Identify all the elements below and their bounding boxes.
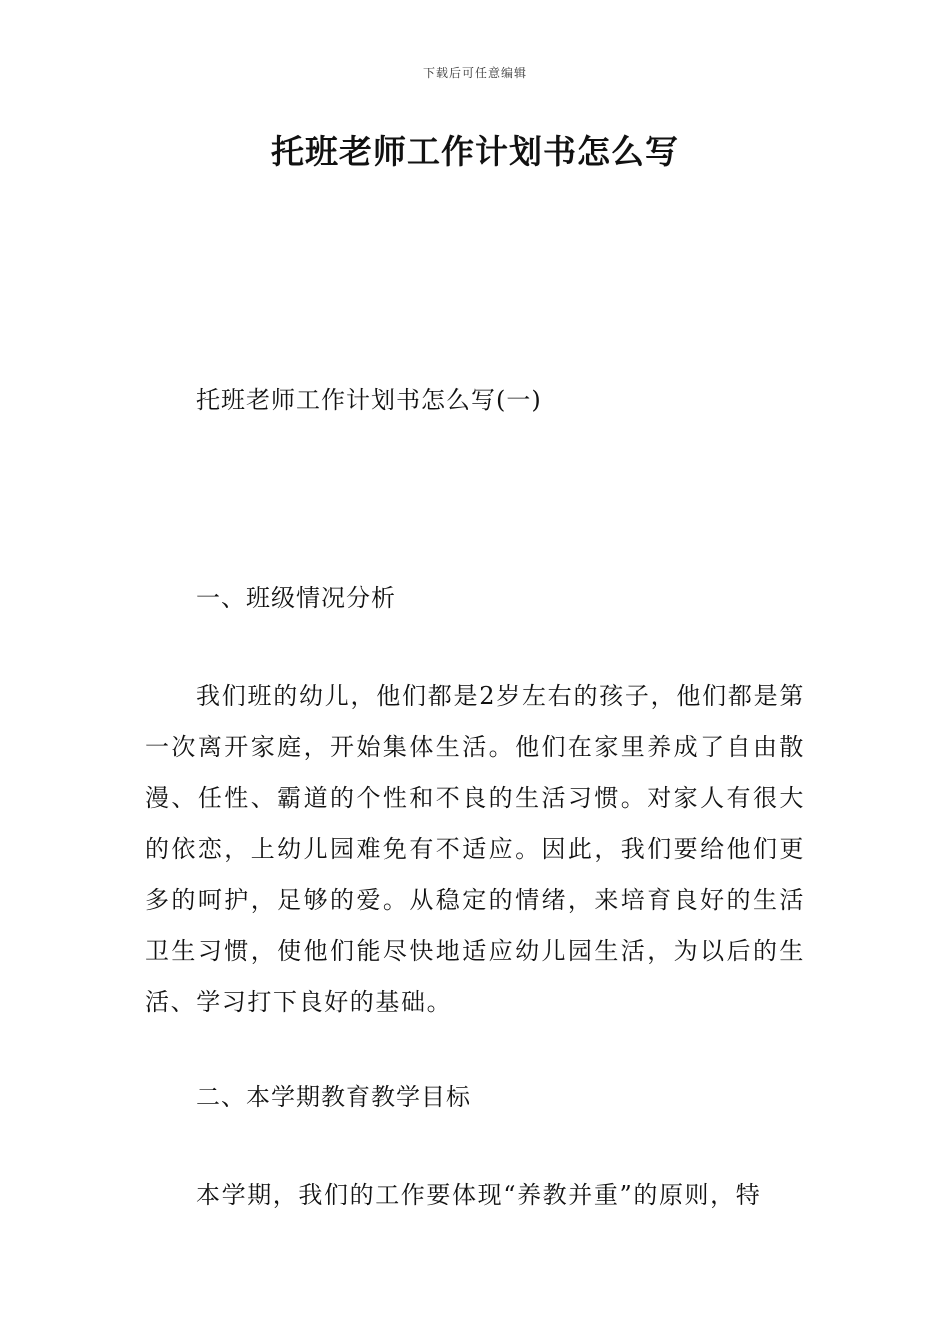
section-heading-class-analysis: 一、班级情况分析 [196,584,396,612]
header-note: 下载后可任意编辑 [422,66,527,80]
section-paragraph-teaching-goals: 本学期，我们的工作要体现“养教并重”的原则，特 [196,1181,762,1209]
section-heading-teaching-goals: 二、本学期教育教学目标 [196,1083,471,1111]
document-subtitle: 托班老师工作计划书怎么写(一) [196,386,542,414]
document-title: 托班老师工作计划书怎么写 [271,132,679,171]
section-paragraph-class-analysis: 我们班的幼儿，他们都是2岁左右的孩子，他们都是第一次离开家庭，开始集体生活。他们在家里养成了自由散漫、任性、霸道的个性和不良的生活习惯。对家人有很大的依恋，上幼儿园难免有不适应。因此，我们要给他们更多的呵护，足够的爱。从稳定的情绪，来培育良好的生活卫生习惯，使他们能尽快地适应幼儿园生活，为以后的生活、学习打下良好的基础。 [145,682,805,1016]
